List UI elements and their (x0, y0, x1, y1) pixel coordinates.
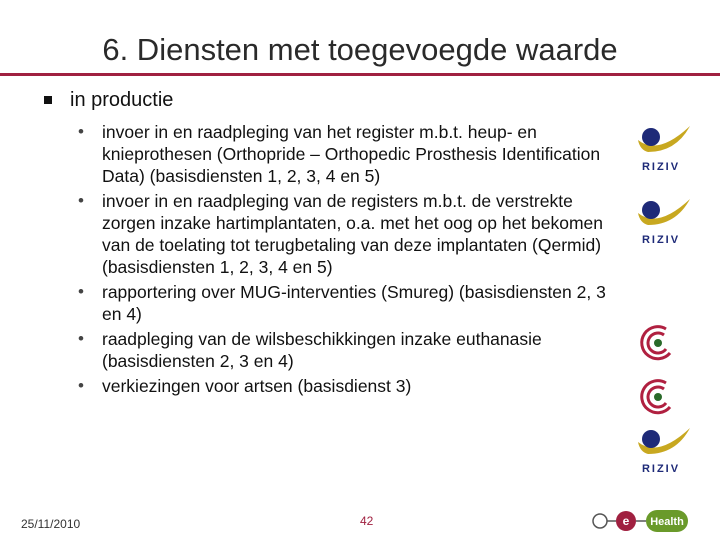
list-item-text: invoer in en raadpleging van het register m.b.t. heup- en knieprothesen (Orthopride – Orthopedic Prosthesis Identification Data) (basisdiensten 1, 2, 3, 4 en 5) (102, 122, 601, 186)
riziv-logo-icon (628, 195, 694, 247)
list-item (77, 190, 617, 278)
riziv-logo-icon (628, 424, 694, 476)
list-item (77, 121, 617, 187)
riziv-logo-text: RIZIV (641, 161, 681, 173)
list-item-text: rapportering over MUG-interventies (Smureg) (basisdiensten 2, 3 en 4) (102, 282, 606, 324)
spf-health-logo-icon (636, 377, 680, 417)
page-number: 42 (360, 514, 374, 528)
list-item (77, 281, 617, 325)
list-item (77, 328, 617, 372)
level1-text: in productie (70, 89, 174, 111)
bullet-list (77, 121, 617, 400)
list-item-text: verkiezingen voor artsen (basisdienst 3) (102, 376, 412, 396)
spf-health-logo-icon (636, 323, 680, 363)
ehealth-text: Health (650, 516, 684, 528)
ehealth-e-text: e (622, 514, 630, 528)
list-item-text: raadpleging van de wilsbeschikkingen inzake euthanasie (basisdiensten 2, 3 en 4) (102, 329, 542, 371)
bullet-icon: • (78, 376, 84, 395)
riziv-logo-text: RIZIV (641, 234, 681, 246)
title-divider (0, 73, 720, 76)
bullet-icon: • (78, 282, 84, 301)
slide-title: 6. Diensten met toegevoegde waarde (102, 32, 618, 67)
list-item (77, 375, 617, 397)
bullet-icon: • (78, 329, 84, 348)
bullet-icon: • (78, 191, 84, 210)
riziv-logo-text: RIZIV (641, 463, 681, 475)
bullet-icon: • (78, 122, 84, 141)
riziv-logo-icon (628, 122, 694, 174)
square-bullet-icon (44, 96, 52, 104)
ehealth-logo-icon (590, 507, 690, 535)
footer-date: 25/11/2010 (21, 517, 81, 531)
list-item-text: invoer in en raadpleging van de registers m.b.t. de verstrekte zorgen inzake hartimplantaten, o.a. met het oog op het bekomen van de toelating tot terugbetaling van deze implantaten (Qermid) (basisdiensten 1, 2, 3, 4 en 5) (102, 191, 604, 277)
